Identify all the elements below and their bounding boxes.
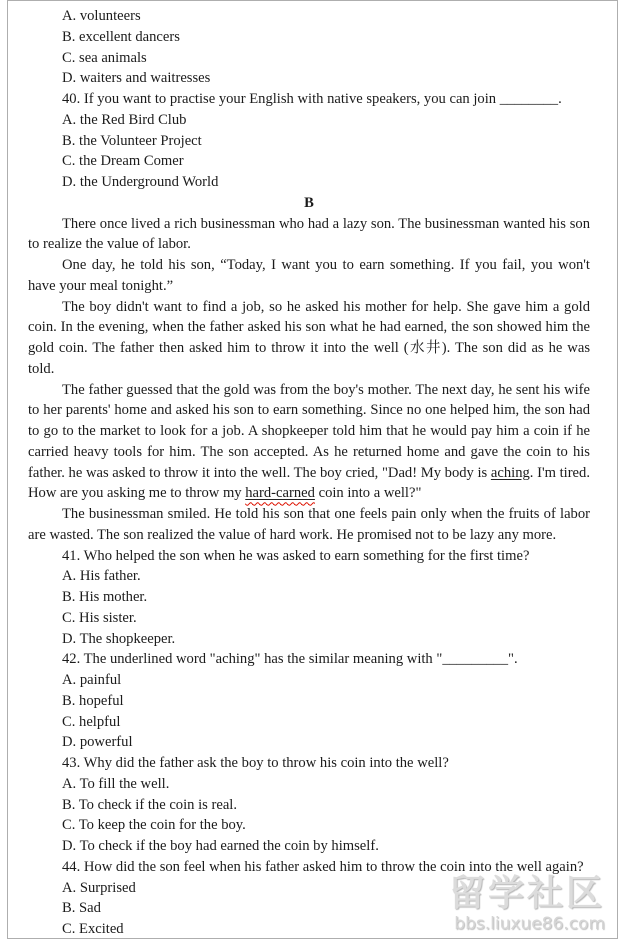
question-42-option-c: C. helpful	[62, 713, 121, 730]
passage-paragraph-1: There once lived a rich businessman who had a lazy son. The businessman wanted his son to realize the value of labor.	[28, 215, 590, 253]
prev-question-option-b: B. excellent dancers	[62, 28, 180, 45]
passage-paragraph-2: One day, he told his son, “Today, I want you to earn something. If you fail, you won't have your meal tonight.”	[28, 257, 590, 294]
question-44-option-a: A. Surprised	[62, 879, 136, 896]
passage-p4-text-after: coin into a well?"	[314, 485, 422, 502]
question-44-option-b: B. Sad	[62, 900, 101, 917]
question-40-option-b: B. the Volunteer Project	[62, 132, 202, 149]
question-40-option-a: A. the Red Bird Club	[62, 111, 187, 128]
question-43-option-b: B. To check if the coin is real.	[62, 796, 237, 813]
question-43-option-a: A. To fill the well.	[62, 775, 170, 792]
question-41-option-c: C. His sister.	[62, 609, 137, 626]
document-content	[8, 1, 617, 940]
passage-p4-text-before: The father guessed that the gold was from the boy's mother. The next day, he sent his wife to her parents' home and asked his son to earn something. Since no one helped him, the son had to go to the market to look for a job. A shopkeeper told him that he would pay him a coin if he carried heavy tools for him. The son accepted. As he returned home and gave the coin to his father. he was asked to throw it into the well. The boy cried, "Dad! My body is	[28, 381, 590, 481]
question-44-option-c: C. Excited	[62, 921, 124, 937]
watermark-site-name: 留学社区	[448, 873, 605, 914]
question-41-option-a: A. His father.	[62, 568, 141, 585]
question-41-stem: 41. Who helped the son when he was asked to earn something for the first time?	[62, 547, 530, 564]
prev-question-option-c: C. sea animals	[62, 49, 147, 66]
question-42-option-a: A. painful	[62, 672, 122, 688]
passage-paragraph-5: The businessman smiled. He told his son that one feels pain only when the fruits of labor are wasted. The son realized the value of hard work. He promised not to be lazy any more.	[28, 506, 590, 543]
question-40-option-d: D. the Underground World	[62, 174, 219, 190]
question-43-option-c: C. To keep the coin for the boy.	[62, 817, 246, 834]
question-41-option-b: B. His mother.	[62, 589, 148, 605]
question-43-option-d: D. To check if the boy had earned the coin by himself.	[62, 838, 379, 854]
prev-question-option-d: D. waiters and waitresses	[62, 70, 211, 87]
passage-paragraph-4	[28, 380, 590, 505]
underlined-word-aching: aching	[490, 464, 530, 481]
section-b-header: B	[304, 194, 314, 211]
passage-p4-text-mid: . I'm tired. How are you asking me to throw my	[28, 464, 590, 502]
watermark-site-url: bbs.liuxue86.com	[454, 914, 605, 934]
question-42-stem: 42. The underlined word "aching" has the similar meaning with "_________".	[62, 651, 518, 668]
question-44-stem: 44. How did the son feel when his father asked him to throw the coin into the well again?	[62, 858, 584, 875]
document-page	[7, 0, 618, 939]
question-43-stem: 43. Why did the father ask the boy to throw his coin into the well?	[62, 755, 449, 771]
question-42-option-d: D. powerful	[62, 734, 133, 751]
question-41-option-d: D. The shopkeeper.	[62, 630, 176, 647]
question-40-option-c: C. the Dream Comer	[62, 153, 184, 170]
passage-paragraph-3: The boy didn't want to find a job, so he asked his mother for help. She gave him a gold coin. In the evening, when the father asked his son what he had earned, the son showed him the gold coin. The father then asked him to throw it into the well (水井). The son did as he was told.	[28, 298, 590, 377]
spellcheck-squiggle	[245, 485, 315, 501]
question-42-option-b: B. hopeful	[62, 692, 124, 709]
underlined-word-hard-carned: hard-carned	[245, 485, 315, 502]
question-40-stem: 40. If you want to practise your English with native speakers, you can join ________.	[62, 91, 562, 107]
prev-question-option-a: A. volunteers	[62, 8, 141, 24]
